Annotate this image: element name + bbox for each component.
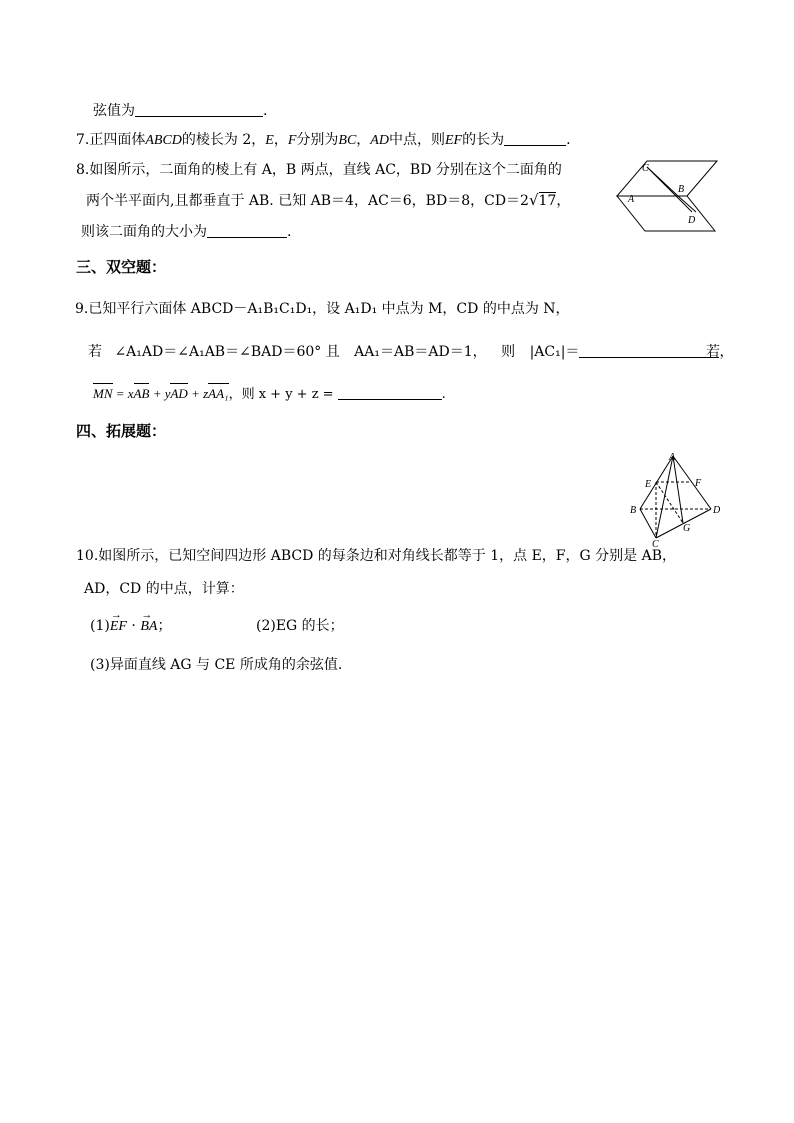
q7-text-2: 的棱长为 2， bbox=[181, 132, 266, 148]
q7-text-5: 中点，则 bbox=[388, 132, 445, 148]
q10-p1-end: ； bbox=[157, 618, 172, 634]
q9-ac1: |AC₁|＝ bbox=[529, 344, 580, 360]
q7-comma: ， bbox=[273, 132, 288, 148]
upper-half-plane bbox=[617, 161, 717, 196]
q10-p1-b: → B bbox=[140, 618, 149, 636]
q10-line-2 bbox=[84, 580, 244, 598]
q10-text-2: AD，CD 的中点，计算： bbox=[84, 581, 244, 597]
fig10-label-a: A bbox=[669, 452, 676, 463]
q8-number: 8. bbox=[76, 162, 90, 178]
q10-p1-dot: · bbox=[126, 618, 141, 634]
q9-line-3 bbox=[93, 385, 446, 404]
fig8-label-c: C bbox=[642, 163, 649, 174]
q8-line-1 bbox=[76, 161, 562, 179]
q7-e: E bbox=[265, 133, 274, 148]
vector-ad: AD bbox=[170, 386, 188, 401]
sqrt-symbol: √ bbox=[528, 191, 539, 209]
q8-text-2-end: ， bbox=[556, 193, 571, 209]
q7-ad: AD bbox=[370, 133, 389, 148]
q6-tail bbox=[93, 102, 267, 120]
q9-eq: = x bbox=[112, 386, 134, 401]
edge-ac bbox=[656, 456, 673, 538]
fig8-label-d: D bbox=[688, 215, 696, 226]
q8-text-1: 如图所示，二面角的棱上有 A，B 两点，直线 AC，BD 分别在这个二面角的 bbox=[89, 162, 562, 178]
q9-line-1 bbox=[75, 300, 570, 318]
q9-text-1: 9.已知平行六面体 ABCD－A₁B₁C₁D₁，设 A₁D₁ 中点为 M，CD 的中点为 N， bbox=[75, 301, 570, 317]
fig8-label-a: A bbox=[628, 194, 635, 205]
segment-ag bbox=[673, 456, 683, 523]
q7-number: 7. bbox=[76, 132, 90, 148]
q9-angles: ∠A₁AD＝∠A₁AB＝∠BAD＝60° 且 bbox=[114, 344, 340, 360]
q9-if-1: 若 bbox=[88, 344, 102, 360]
q9-plus-z: + z bbox=[187, 386, 209, 401]
q7-text-6: 的长为 bbox=[462, 132, 505, 148]
fig10-label-g: G bbox=[683, 523, 691, 534]
q10-p1-f: F bbox=[118, 619, 127, 634]
q8-text-2: 两个半平面内,且都垂直于 AB. 已知 AB＝4，AC＝6，BD＝8，CD＝2 bbox=[86, 193, 529, 209]
q10-p1-prefix: (1) bbox=[90, 618, 110, 634]
fig10-label-f: F bbox=[695, 478, 702, 489]
q10-line-1 bbox=[76, 547, 676, 565]
q9-if-2: 若 bbox=[706, 344, 720, 360]
q9-lengths: AA₁＝AB＝AD＝1， bbox=[354, 344, 487, 360]
fig8-label-b: B bbox=[678, 184, 685, 195]
vector-mn: MN bbox=[93, 386, 113, 401]
vector-aa1: AA₁ bbox=[208, 386, 229, 401]
q10-p1-a: A bbox=[148, 619, 158, 634]
q8-answer-blank[interactable] bbox=[207, 223, 287, 238]
q8-text-3: 则该二面角的大小为 bbox=[81, 224, 207, 240]
tetrahedron-figure bbox=[625, 448, 725, 548]
q7-text-3: 分别为 bbox=[296, 132, 339, 148]
q10-part-3: (3)异面直线 AG 与 CE 所成角的余弦值. bbox=[90, 657, 343, 673]
fig10-label-c: C bbox=[652, 539, 659, 548]
q9-then: 则 bbox=[501, 344, 516, 360]
fig10-label-b: B bbox=[630, 505, 637, 516]
q7-text-1: 正四面体 bbox=[89, 132, 146, 148]
fig10-label-d: D bbox=[713, 505, 721, 516]
q9-answer-blank-1[interactable] bbox=[579, 343, 719, 358]
line-cd bbox=[647, 167, 692, 212]
q9-plus-y: + y bbox=[149, 386, 171, 401]
q10-part-1 bbox=[90, 617, 171, 636]
q6-tail-text: 弦值为 bbox=[93, 103, 135, 119]
vector-ab: AB bbox=[133, 386, 150, 401]
question-7 bbox=[76, 131, 571, 150]
q9-line-2 bbox=[88, 343, 733, 361]
q6-tail-end: . bbox=[263, 103, 268, 119]
fig10-label-e: E bbox=[645, 479, 652, 490]
q7-text-4: ， bbox=[356, 132, 371, 148]
section-3-heading: 三、双空题： bbox=[76, 258, 167, 276]
q9-answer-blank-2[interactable] bbox=[338, 385, 442, 400]
q7-answer-blank[interactable] bbox=[504, 131, 566, 146]
q8-end: . bbox=[287, 224, 292, 240]
q7-bc: BC bbox=[338, 133, 357, 148]
q7-f: F bbox=[287, 133, 297, 148]
q9-end: . bbox=[441, 387, 446, 402]
q7-abcd: ABCD bbox=[145, 133, 182, 148]
q6-answer-blank[interactable] bbox=[135, 102, 263, 117]
q9-sum-text: ，则 x + y + z = bbox=[228, 387, 334, 402]
q10-p1-e: → E bbox=[110, 618, 119, 636]
q9-comma: ， bbox=[719, 344, 734, 360]
dihedral-angle-figure bbox=[612, 155, 722, 237]
q7-ef: EF bbox=[444, 133, 463, 148]
section-4-heading: 四、拓展题： bbox=[76, 422, 167, 440]
q8-sqrt-value: 17 bbox=[538, 193, 557, 209]
q10-text-1: 10.如图所示，已知空间四边形 ABCD 的每条边和对角线长都等于 1，点 E，F，G 分别是 AB， bbox=[76, 548, 676, 564]
q7-end: . bbox=[566, 132, 571, 148]
q8-line-3 bbox=[81, 223, 291, 241]
q8-line-2 bbox=[86, 191, 570, 210]
q10-part-2: (2)EG 的长； bbox=[256, 618, 344, 634]
edge-bc bbox=[640, 509, 656, 538]
